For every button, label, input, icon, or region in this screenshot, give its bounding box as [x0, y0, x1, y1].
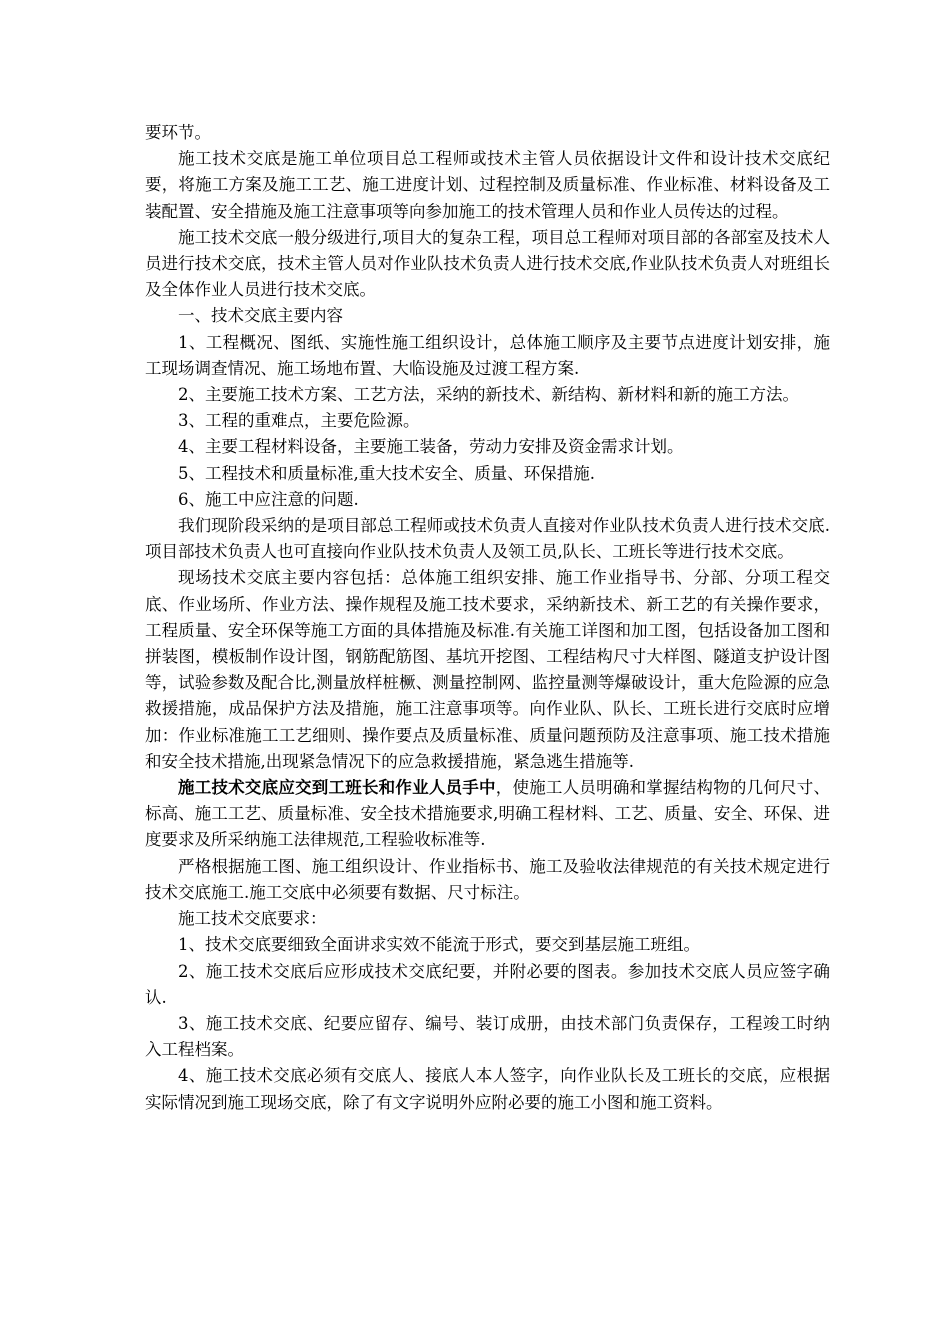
paragraph: 施工技术交底一般分级进行,项目大的复杂工程，项目总工程师对项目部的各部室及技术人员进行技术交底，技术主管人员对作业队技术负责人进行技术交底,作业队技术负责人对班组长及全体作业人员进行技术交底。 — [145, 227, 830, 300]
paragraph: 我们现阶段采纳的是项目部总工程师或技术负责人直接对作业队技术负责人进行技术交底.项目部技术负责人也可直接向作业队技术负责人及领工员,队长、工班长等进行技术交底。 — [145, 516, 830, 562]
list-item: 1、工程概况、图纸、实施性施工组织设计，总体施工顺序及主要节点进度计划安排，施工现场调查情况、施工场地布置、大临设施及过渡工程方案. — [145, 332, 830, 378]
list-item: 3、工程的重难点，主要危险源。 — [178, 411, 420, 431]
paragraph: 施工技术交底是施工单位项目总工程师或技术主管人员依据设计文件和设计技术交底纪要，将施工方案及施工工艺、施工进度计划、过程控制及质量标准、作业标准、材料设备及工装配置、安全措施及施工注意事项等向参加施工的技术管理人员和作业人员传达的过程。 — [145, 149, 830, 221]
list-item: 2、施工技术交底后应形成技术交底纪要，并附必要的图表。参加技术交底人员应签字确认. — [145, 961, 830, 1007]
section-heading: 施工技术交底要求： — [178, 909, 327, 929]
paragraph-text: ，使施工人员明确和掌握结构物的几何尺寸、标高、施工工艺、质量标准、安全技术措施要求,明确工程材料、工艺、质量、安全、环保、进度要求及所采纳施工法律规范,工程验收标准等. — [145, 778, 831, 850]
list-item: 2、主要施工技术方案、工艺方法，采纳的新技术、新结构、新材料和新的施工方法。 — [178, 385, 799, 405]
paragraph: 现场技术交底主要内容包括：总体施工组织安排、施工作业指导书、分部、分项工程交底、作业场所、作业方法、操作规程及施工技术要求，采纳新技术、新工艺的有关操作要求，工程质量、安全环保等施工方面的具体措施及标准.有关施工详图和加工图，包括设备加工图和拼装图，模板制作设计图，钢筋配筋图、基坑开挖图、工程结构尺寸大样图、隧道支护设计图等，试验参数及配合比,测量放样桩橛、测量控制网、监控量测等爆破设计，重大危险源的应急救援措施，成品保护方法及措施，施工注意事项等。向作业队、队长、工班长进行交底时应增加：作业标准施工工艺细则、操作要点及质量标准、质量问题预防及注意事项、施工技术措施和安全技术措施,出现紧急情况下的应急救援措施，紧急逃生措施等. — [145, 568, 830, 771]
paragraph: 要环节。 — [145, 123, 211, 142]
bold-lead-text: 施工技术交底应交到工班长和作业人员手中 — [178, 778, 496, 798]
list-item: 1、技术交底要细致全面讲求实效不能流于形式，要交到基层施工班组。 — [178, 935, 700, 955]
list-item: 6、施工中应注意的问题. — [178, 489, 359, 509]
paragraph: 严格根据施工图、施工组织设计、作业指标书、施工及验收法律规范的有关技术规定进行技术交底施工.施工交底中必须要有数据、尺寸标注。 — [145, 856, 830, 902]
section-heading: 一、技术交底主要内容 — [178, 306, 343, 326]
document-body — [145, 120, 830, 1116]
list-item: 4、施工技术交底必须有交底人、接底人本人签字，向作业队长及工班长的交底，应根据实际情况到施工现场交底，除了有文字说明外应附必要的施工小图和施工资料。 — [145, 1066, 830, 1112]
list-item: 3、施工技术交底、纪要应留存、编号、装订成册，由技术部门负责保存，工程竣工时纳入工程档案。 — [145, 1013, 830, 1060]
list-item: 5、工程技术和质量标准,重大技术安全、质量、环保措施. — [178, 463, 595, 483]
paragraph-with-bold-lead — [145, 775, 830, 854]
list-item: 4、主要工程材料设备，主要施工装备，劳动力安排及资金需求计划。 — [178, 437, 684, 457]
